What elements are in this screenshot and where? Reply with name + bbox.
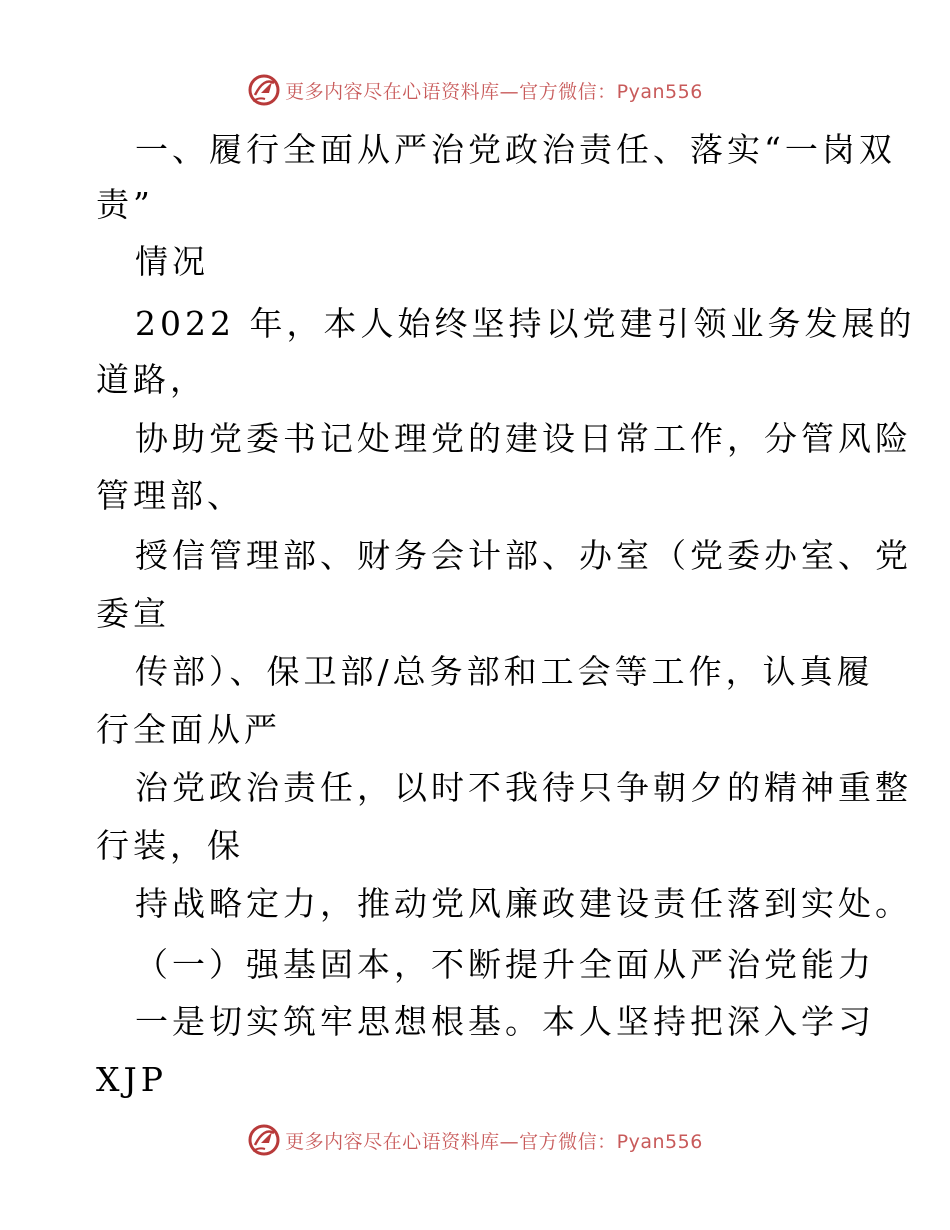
text-line: 管理部、 bbox=[96, 476, 244, 515]
text-line: （一）强基固本，不断提升全面从严治党能力 bbox=[135, 945, 875, 984]
text-line: 委宣 bbox=[96, 594, 170, 633]
text-line: 授信管理部、财务会计部、办室（党委办室、党 bbox=[135, 536, 912, 575]
text-line: 责” bbox=[96, 185, 154, 224]
text-line: 2022 年，本人始终坚持以党建引领业务发展的 bbox=[135, 304, 916, 343]
text-line: 持战略定力，推动党风廉政建设责任落到实处。 bbox=[135, 884, 912, 923]
text-line: 一、履行全面从严治党政治责任、落实“一岗双 bbox=[135, 130, 896, 169]
text-line: XJP bbox=[96, 1060, 167, 1099]
text-line: 协助党委书记处理党的建设日常工作，分管风险 bbox=[135, 419, 912, 458]
header-watermark bbox=[0, 70, 950, 110]
text-line: 行装，保 bbox=[96, 826, 244, 865]
text-line: 一是切实筑牢思想根基。本人坚持把深入学习 bbox=[135, 1002, 875, 1041]
text-line: 传部）、保卫部/总务部和工会等工作，认真履 bbox=[135, 652, 874, 691]
footer-watermark-text: 更多内容尽在心语资料库—官方微信：Pyan556 bbox=[285, 1130, 703, 1153]
quill-swirl-logo-icon bbox=[247, 73, 281, 107]
text-line: 道路， bbox=[96, 360, 207, 399]
text-line: 情况 bbox=[135, 242, 209, 281]
text-line: 治党政治责任，以时不我待只争朝夕的精神重整 bbox=[135, 768, 912, 807]
footer-watermark bbox=[0, 1120, 950, 1160]
text-line: 行全面从严 bbox=[96, 710, 281, 749]
header-watermark-text: 更多内容尽在心语资料库—官方微信：Pyan556 bbox=[285, 80, 703, 103]
quill-swirl-logo-icon bbox=[247, 1123, 281, 1157]
